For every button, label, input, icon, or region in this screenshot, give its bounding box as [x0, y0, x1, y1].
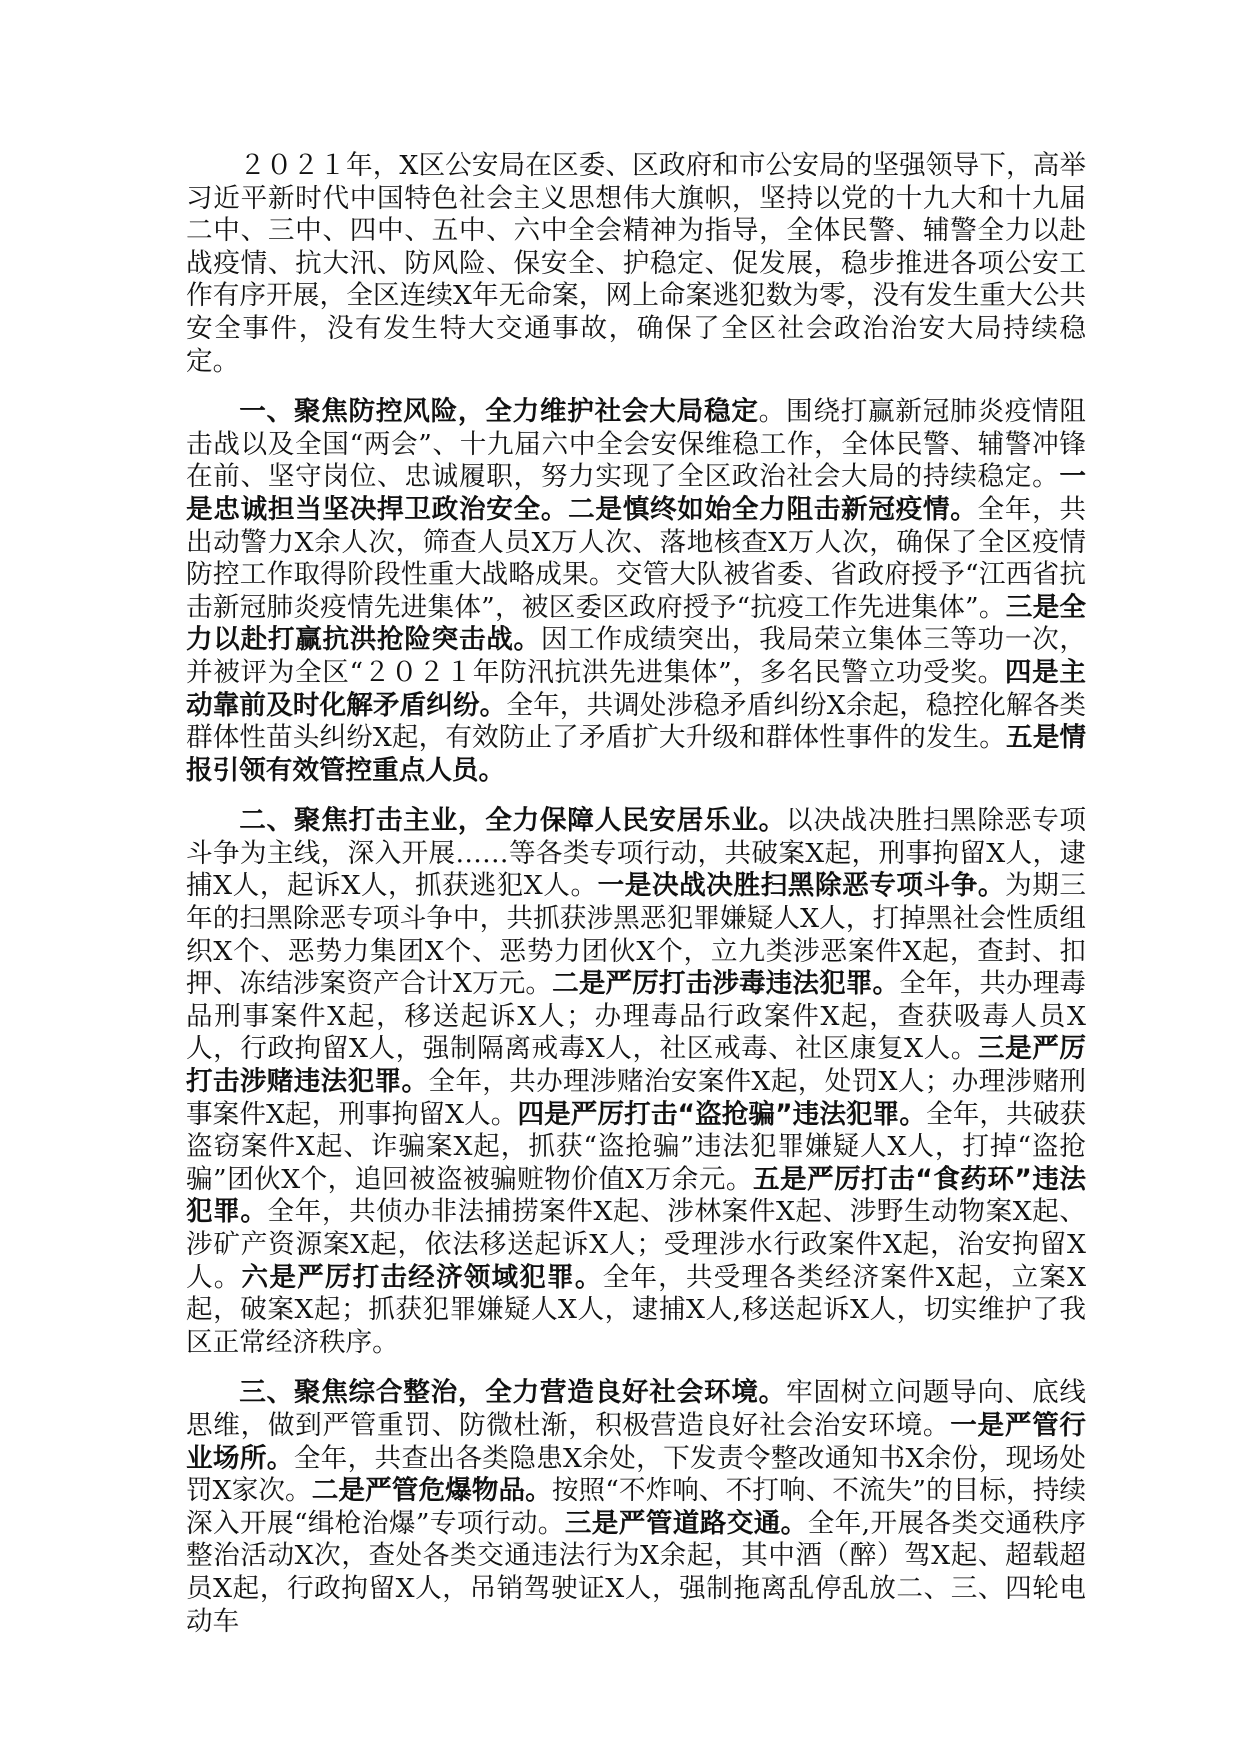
- body-text: 全年,开展各类交通秩序整治活动X次，查处各类交通违法行为X余起，其中酒（醉）驾X起、超载超员X起，行政拘留X人，吊销驾驶证X人，强制拖离乱停乱放二、三、四轮电动车: [186, 1507, 1087, 1637]
- bold-heading-text: 一是严管行业场所。: [186, 1409, 1087, 1474]
- paragraph: [186, 805, 1086, 1359]
- body-text: 全年，共办理毒品刑事案件X起，移送起诉X人；办理毒品行政案件X起，查获吸毒人员X人，行政拘留X人，强制隔离戒毒X人，社区戒毒、社区康复X人。: [186, 968, 1087, 1065]
- bold-heading-text: 二是严管危爆物品。: [311, 1475, 552, 1507]
- body-text: 为期三年的扫黑除恶专项斗争中，共抓获涉黑恶犯罪嫌疑人X人，打掉黑社会性质组织X个、恶势力集团X个、恶势力团伙X个，立九类涉恶案件X起，查封、扣押、冻结涉案资产合计X万元。: [186, 870, 1087, 1000]
- body-text: 全年，共办理涉赌治安案件X起，处罚X人；办理涉赌刑事案件X起，刑事拘留X人。: [186, 1066, 1087, 1130]
- body-text: 全年，共受理各类经济案件X起，立案X起，破案X起；抓获犯罪嫌疑人X人，逮捕X人,移送起诉X人，切实维护了我区正常经济秩序。: [186, 1261, 1086, 1358]
- bold-heading-text: 二、聚焦打击主业，全力保障人民安居乐业。: [239, 805, 786, 837]
- bold-heading-text: 四是严厉打击“盗抢骗”违法犯罪。: [517, 1098, 927, 1130]
- body-text: 全年，共查出各类隐患X余处，下发责令整改通知书X余份，现场处罚X家次。: [186, 1442, 1086, 1507]
- document-page: [186, 150, 1086, 1656]
- body-text: 全年，共出动警力X余人次，筛查人员X万人次、落地核查X万人次，确保了全区疫情防控工作取得阶段性重大战略成果。交管大队被省委、省政府授予“江西省抗击新冠肺炎疫情先进集体”，被区委区政府授予“抗疫工作先进集体”。: [186, 493, 1087, 623]
- bold-heading-text: 六是严厉打击经济领域犯罪。: [241, 1261, 603, 1293]
- bold-heading-text: 三、聚焦综合整治，全力营造良好社会环境。: [239, 1377, 786, 1409]
- body-text: 全年，共侦办非法捕捞案件X起、涉林案件X起、涉野生动物案X起、涉矿产资源案X起，依法移送起诉X人；受理涉水行政案件X起，治安拘留X人。: [186, 1196, 1087, 1293]
- body-text: 全年，共破获盗窃案件X起、诈骗案X起，抓获“盗抢骗”违法犯罪嫌疑人X人，打掉“盗抢骗”团伙X个，追回被盗被骗赃物价值X万余元。: [186, 1098, 1086, 1195]
- body-text: ２０２１年，X区公安局在区委、区政府和市公安局的坚强领导下，高举习近平新时代中国特色社会主义思想伟大旗帜，坚持以党的十九大和十九届二中、三中、四中、五中、六中全会精神为指导，全体民警、辅警全力以赴战疫情、抗大汛、防风险、保安全、护稳定、促发展，稳步推进各项公安工作有序开展，全区连续X年无命案，网上命案逃犯数为零，没有发生重大公共安全事件，没有发生特大交通事故，确保了全区社会政治治安大局持续稳定。: [186, 150, 1086, 377]
- body-text: 全年，共调处涉稳矛盾纠纷X余起，稳控化解各类群体性苗头纠纷X起，有效防止了矛盾扩大升级和群体性事件的发生。: [186, 689, 1086, 754]
- paragraph: [186, 1377, 1086, 1638]
- body-text: 牢固树立问题导向、底线思维，做到严管重罚、防微杜渐，积极营造良好社会治安环境。: [186, 1377, 1086, 1441]
- body-text: 因工作成绩突出，我局荣立集体三等功一次，并被评为全区“２０２１年防汛抗洪先进集体”，多名民警立功受奖。: [186, 624, 1087, 688]
- bold-heading-text: 一是忠诚担当坚决捍卫政治安全。二是慎终如始全力阻击新冠疫情。: [186, 461, 1086, 525]
- bold-heading-text: 三是严厉打击涉赌违法犯罪。: [186, 1033, 1087, 1098]
- bold-heading-text: 一是决战决胜扫黑除恶专项斗争。: [597, 870, 1006, 902]
- bold-heading-text: 二是严厉打击涉毒违法犯罪。: [552, 968, 900, 1000]
- bold-heading-text: 一、聚焦防控风险，全力维护社会大局稳定: [239, 396, 759, 428]
- bold-heading-text: 三是严管道路交通。: [564, 1507, 808, 1539]
- paragraph: [186, 150, 1086, 378]
- bold-heading-text: 五是严厉打击“食药环”违法犯罪。: [186, 1163, 1086, 1228]
- body-text: 以决战决胜扫黑除恶专项斗争为主线，深入开展……等各类专项行动，共破案X起，刑事拘留X人，逮捕X人，起诉X人，抓获逃犯X人。: [186, 805, 1086, 902]
- bold-heading-text: 五是情报引领有效管控重点人员。: [186, 722, 1087, 786]
- bold-heading-text: 三是全力以赴打赢抗洪抢险突击战。: [186, 591, 1086, 656]
- body-text: 。围绕打赢新冠肺炎疫情阻击战以及全国“两会”、十九届六中全会安保维稳工作，全体民警、辅警冲锋在前、坚守岗位、忠诚履职，努力实现了全区政治社会大局的持续稳定。: [186, 396, 1087, 493]
- bold-heading-text: 四是主动靠前及时化解矛盾纠纷。: [186, 656, 1086, 721]
- body-text: 按照“不炸响、不打响、不流失”的目标，持续深入开展“缉枪治爆”专项行动。: [186, 1475, 1086, 1539]
- paragraph: [186, 396, 1086, 787]
